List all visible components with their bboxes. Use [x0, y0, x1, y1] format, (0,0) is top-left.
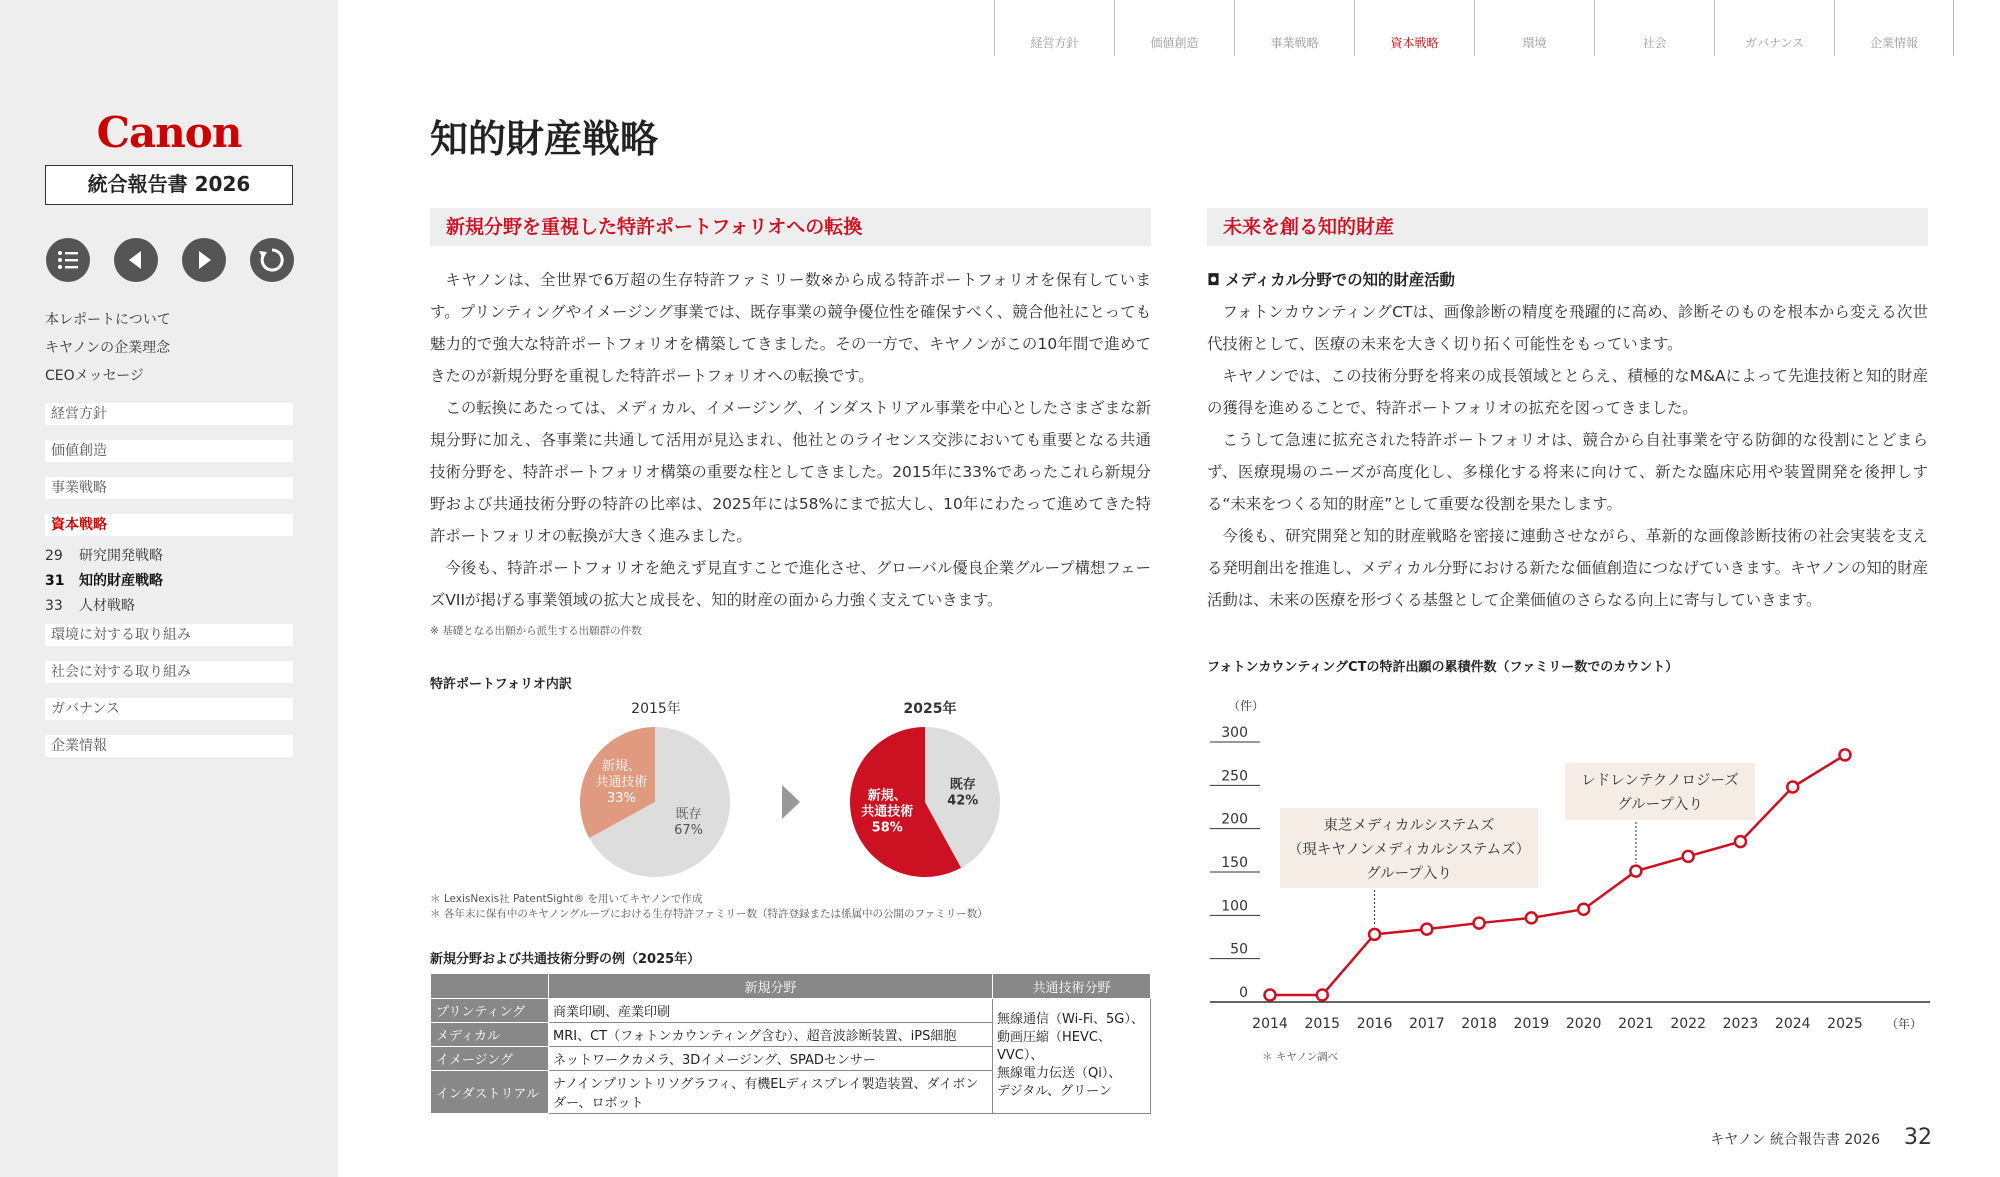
line-chart — [1200, 690, 1940, 1070]
data-point — [1683, 851, 1694, 862]
right-paragraph: こうして急速に拡充された特許ポートフォリオは、競合から自社事業を守る防御的な役割にとどまらず、医療現場のニーズが高度化し、多様化する将来に向けて、新たな臨床応用や装置開発を後押しする“未来をつくる知的財産”として重要な役割を果たします。 — [1207, 431, 1928, 513]
right-paragraph: キヤノンでは、この技術分野を将来の成長領域ととらえ、積極的なM&Aによって先進技術と知的財産の獲得を進めることで、特許ポートフォリオの拡充を図ってきました。 — [1207, 367, 1928, 417]
table-cell: MRI、CT（フォトンカウンティング含む）、超音波診断装置、iPS細胞 — [549, 1023, 993, 1047]
sidebar-subitem-rd[interactable]: 29 研究開発戦略 — [45, 548, 163, 564]
nav-controls — [46, 238, 294, 282]
tab-society[interactable]: 社会 — [1594, 0, 1714, 56]
sidebar-item-value-creation[interactable]: 価値創造 — [45, 440, 293, 462]
sidebar-item-corporate-info[interactable]: 企業情報 — [45, 735, 293, 757]
square-bullet-icon: ◘ — [1207, 271, 1226, 289]
x-tick-label: 2023 — [1722, 1016, 1759, 1032]
pie-slice-label: 42% — [947, 793, 979, 809]
y-tick-label: 250 — [1221, 768, 1248, 785]
line-chart-title: フォトンカウンティングCTの特許出願の累積件数（ファミリー数でのカウント） — [1207, 660, 1679, 675]
pie-notes — [430, 892, 988, 922]
pie-slice-label: 既存 — [675, 806, 702, 822]
sidebar — [0, 0, 338, 1177]
data-point — [1317, 990, 1328, 1001]
data-point — [1369, 929, 1380, 940]
sidebar-item-business-strategy[interactable]: 事業戦略 — [45, 477, 293, 499]
data-point — [1578, 904, 1589, 915]
pie-slice-label: 新規、 — [601, 759, 641, 775]
x-tick-label: 2025 — [1827, 1016, 1863, 1032]
x-tick-label: 2021 — [1618, 1016, 1654, 1032]
previous-page-icon[interactable] — [114, 238, 158, 282]
tab-business-strategy[interactable]: 事業戦略 — [1234, 0, 1354, 56]
page-footer — [1710, 1125, 1932, 1150]
pie-note: ＊ LexisNexis社 PatentSight® を用いてキヤノンで作成 — [430, 893, 703, 905]
annotation-text: 東芝メディカルシステムズ — [1323, 818, 1495, 834]
tab-management-policy[interactable]: 経営方針 — [994, 0, 1114, 56]
right-paragraph: フォトンカウンティングCTは、画像診断の精度を飛躍的に高め、診断そのものを根本から変える次世代技術として、医療の未来を大きく切り拓く可能性をもっています。 — [1207, 303, 1928, 353]
tab-value-creation[interactable]: 価値創造 — [1114, 0, 1234, 56]
pie-slice-label: 共通技術 — [595, 775, 648, 791]
table-row-header: インダストリアル — [431, 1071, 549, 1114]
annotation-text: （現キヤノンメディカルシステムズ） — [1287, 842, 1531, 858]
x-tick-label: 2024 — [1774, 1016, 1811, 1032]
common-tech-line: 動画圧縮（HEVC、VVC）、 — [997, 1030, 1111, 1063]
table-cell-common-tech — [993, 999, 1151, 1114]
x-tick-label: 2018 — [1461, 1016, 1497, 1032]
footer-text: キヤノン 統合報告書 2026 — [1710, 1132, 1880, 1148]
pie-2015-title: 2015年 — [631, 701, 681, 717]
table-corner — [431, 974, 549, 999]
sidebar-item-governance[interactable]: ガバナンス — [45, 698, 293, 720]
tab-governance[interactable]: ガバナンス — [1714, 0, 1834, 56]
pie-2025-title: 2025年 — [903, 701, 957, 717]
tab-corporate-info[interactable]: 企業情報 — [1834, 0, 1954, 56]
right-paragraph: 今後も、研究開発と知的財産戦略を密接に連動させながら、革新的な画像診断技術の社会実装を支える発明創出を推進し、メディカル分野における新たな価値創造につなげていきます。キヤノンの知的財産活動は、未来の医療を形づくる基盤として企業価値のさらなる向上に寄与していきます。 — [1207, 527, 1928, 609]
pie-chart-title: 特許ポートフォリオ内訳 — [430, 677, 572, 692]
pie-slice-label: 新規、 — [867, 788, 907, 804]
x-tick-label: 2019 — [1513, 1016, 1550, 1032]
annotation-text: グループ入り — [1617, 797, 1703, 813]
data-point — [1526, 912, 1537, 923]
table-cell: ナノインプリントリソグラフィ、有機ELディスプレイ製造装置、ダイボンダー、ロボット — [549, 1071, 993, 1114]
table-header-common-tech: 共通技術分野 — [993, 974, 1151, 999]
data-point — [1840, 749, 1851, 760]
pie-slice-label: 33% — [606, 791, 636, 807]
table-cell: 商業印刷、産業印刷 — [549, 999, 993, 1023]
tab-environment[interactable]: 環境 — [1474, 0, 1594, 56]
examples-table — [430, 973, 1151, 1114]
common-tech-line: 無線通信（Wi-Fi、5G）、 — [997, 1012, 1144, 1027]
y-tick-label: 100 — [1221, 898, 1248, 915]
table-row-header: イメージング — [431, 1047, 549, 1071]
list-icon[interactable] — [46, 238, 90, 282]
table-title: 新規分野および共通技術分野の例（2025年） — [430, 952, 701, 967]
page-title: 知的財産戦略 — [430, 117, 659, 161]
pie-slice-label: 67% — [674, 822, 704, 838]
x-tick-label: 2015 — [1304, 1016, 1341, 1032]
table-cell: ネットワークカメラ、3Dイメージング、SPADセンサー — [549, 1047, 993, 1071]
common-tech-line: デジタル、グリーン — [997, 1084, 1112, 1099]
left-paragraph: キヤノンは、全世界で6万超の生存特許ファミリー数※から成る特許ポートフォリオを保有しています。プリンティングやイメージング事業では、既存事業の競争優位性を確保すべく、競合他社にとっても魅力的で強大な特許ポートフォリオを構築してきました。その一方で、キヤノンがこの10年間で進めてきたのが新規分野を重視した特許ポートフォリオへの転換です。 — [430, 271, 1151, 385]
left-footnote: ※ 基礎となる出願から派生する出願群の件数 — [430, 625, 642, 637]
left-paragraph: この転換にあたっては、メディカル、イメージング、インダストリアル事業を中心としたさまざまな新規分野に加え、各事業に共通して活用が見込まれ、他社とのライセンス交渉においても重要となる共通技術分野を、特許ポートフォリオ構築の重要な柱としてきました。2015年に33%であったこれら新規分野および共通技術分野の特許の比率は、2025年には58%にまで拡大し、10年にわたって進めてきた特許ポートフォリオの転換が大きく進みました。 — [430, 399, 1151, 545]
y-tick-label: 50 — [1230, 941, 1248, 958]
page-number: 32 — [1904, 1125, 1932, 1150]
left-section-heading: 新規分野を重視した特許ポートフォリオへの転換 — [430, 208, 1151, 246]
data-point — [1421, 924, 1432, 935]
data-point — [1474, 918, 1485, 929]
x-tick-label: 2017 — [1408, 1016, 1445, 1032]
sidebar-link-ceo-message[interactable]: CEOメッセージ — [45, 368, 144, 384]
data-point — [1630, 866, 1641, 877]
sidebar-link-about[interactable]: 本レポートについて — [45, 312, 171, 328]
table-row-header: プリンティング — [431, 999, 549, 1023]
y-tick-label: 300 — [1221, 725, 1248, 741]
x-axis-unit: （年） — [1885, 1017, 1922, 1031]
sidebar-links — [45, 306, 171, 390]
data-point — [1265, 990, 1276, 1001]
sidebar-link-philosophy[interactable]: キヤノンの企業理念 — [45, 340, 171, 356]
table-header-new-fields: 新規分野 — [549, 974, 993, 999]
report-title-box[interactable]: 統合報告書 2026 — [45, 165, 293, 205]
tab-capital-strategy[interactable]: 資本戦略 — [1354, 0, 1474, 56]
canon-logo[interactable]: Canon — [96, 108, 242, 157]
data-point — [1735, 836, 1746, 847]
x-tick-label: 2020 — [1565, 1016, 1602, 1032]
sidebar-item-society[interactable]: 社会に対する取り組み — [45, 661, 293, 683]
pie-slice-label: 58% — [871, 820, 903, 836]
data-point — [1787, 782, 1798, 793]
pie-charts — [560, 715, 1020, 885]
right-section-heading: 未来を創る知的財産 — [1207, 208, 1928, 246]
sidebar-item-management-policy[interactable]: 経営方針 — [45, 403, 293, 425]
y-axis-unit: （件） — [1228, 699, 1265, 713]
annotation-text: グループ入り — [1366, 866, 1452, 882]
pie-slice-label: 既存 — [949, 777, 976, 793]
pie-note: ＊ 各年末に保有中のキヤノングループにおける生存特許ファミリー数（特許登録または係属中の公開のファミリー数） — [430, 908, 988, 920]
table-row — [431, 999, 1151, 1023]
table-row-header: メディカル — [431, 1023, 549, 1047]
right-subheading: ◘ メディカル分野での知的財産活動 — [1207, 271, 1455, 289]
common-tech-line: 無線電力伝送（Qi）、 — [997, 1066, 1122, 1081]
sidebar-subitem-hr[interactable]: 33 人材戦略 — [45, 598, 135, 614]
top-tabs — [994, 0, 1954, 56]
pie-slice-label: 共通技術 — [861, 804, 914, 820]
y-tick-label: 0 — [1239, 985, 1248, 1001]
reload-icon[interactable] — [250, 238, 294, 282]
sidebar-item-environment[interactable]: 環境に対する取り組み — [45, 624, 293, 646]
y-tick-label: 200 — [1221, 811, 1248, 828]
next-page-icon[interactable] — [182, 238, 226, 282]
left-paragraph: 今後も、特許ポートフォリオを絶えず見直すことで進化させ、グローバル優良企業グループ構想フェーズVIIが掲げる事業領域の拡大と成長を、知的財産の面から力強く支えていきます。 — [430, 559, 1151, 609]
pie-arrow-icon — [782, 785, 800, 819]
chart-source-note: ＊ キヤノン調べ — [1262, 1051, 1339, 1063]
sidebar-item-capital-strategy[interactable]: 資本戦略 — [45, 514, 293, 536]
annotation-text: レドレンテクノロジーズ — [1581, 773, 1739, 789]
sidebar-subitem-ip[interactable]: 31 知的財産戦略 — [45, 573, 163, 589]
x-tick-label: 2022 — [1670, 1016, 1707, 1032]
y-tick-label: 150 — [1221, 855, 1248, 871]
x-tick-label: 2014 — [1252, 1016, 1288, 1032]
left-body-text — [430, 264, 1151, 616]
right-body-text — [1207, 264, 1928, 616]
x-tick-label: 2016 — [1356, 1016, 1393, 1032]
